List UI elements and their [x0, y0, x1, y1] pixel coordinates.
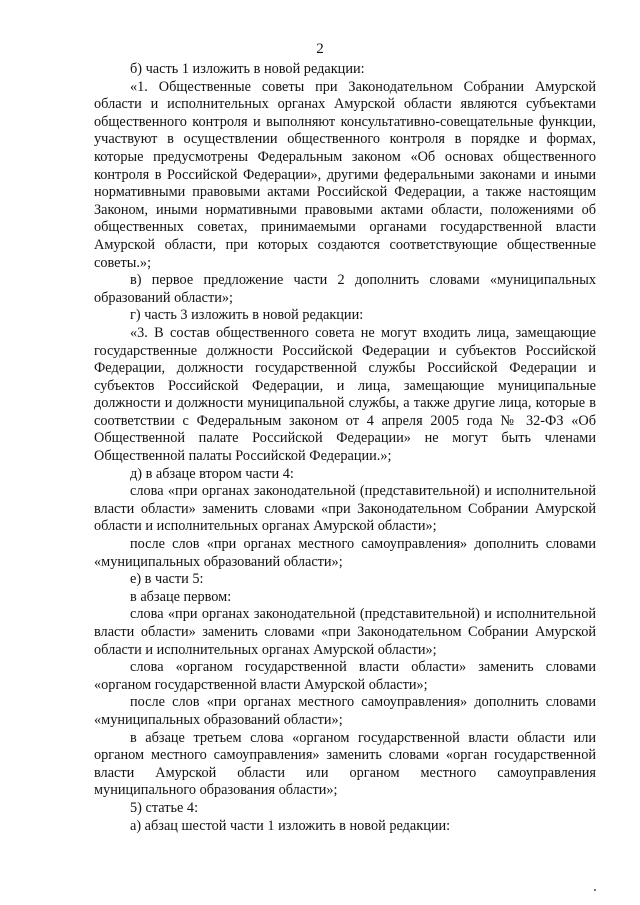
paragraph-item-a: а) абзац шестой части 1 изложить в новой редакции: [130, 817, 451, 834]
paragraph-add-words-2: после слов «при органах местного самоуправления» дополнить словами «муниципальных образований области»; [94, 694, 596, 728]
paragraph-first-clause: в абзаце первом: [130, 588, 232, 605]
paragraph-replace-words-2: слова «при органах законодательной (представительной) и исполнительной власти области» заменить словами «при Законодательном Собрании Амурской области и исполнительных органах Амурской области»; [94, 606, 596, 658]
paragraph-replace-words-3: слова «органом государственной власти области» заменить словами «органом государственной власти Амурской области»; [94, 659, 596, 693]
paragraph-item-g: г) часть 3 изложить в новой редакции: [130, 307, 364, 324]
paragraph-item-e: е) в части 5: [130, 571, 204, 588]
scan-speck [594, 889, 596, 891]
paragraph-item-b: б) часть 1 изложить в новой редакции: [130, 61, 365, 77]
paragraph-replace-words-1: слова «при органах законодательной (представительной) и исполнительной власти области» заменить словами «при Законодательном Собрании Амурской области и исполнительных органах Амурской области»; [94, 483, 596, 535]
document-body [94, 61, 596, 835]
paragraph-item-v: в) первое предложение части 2 дополнить словами «муниципальных образований области»; [94, 272, 596, 306]
paragraph-item-d: д) в абзаце втором части 4: [130, 465, 294, 482]
paragraph-part-1-text: «1. Общественные советы при Законодательном Собрании Амурской области и исполнительных органах Амурской области являются субъектами общественного контроля и выполняют консультативно-совещательные функции, участвуют в осуществлении общественного контроля в порядке и формах, которые предусмотрены Федеральным законом «Об основах общественного контроля в Российской Федерации», другими федеральными законами и иными нормативными правовыми актами Российской Федерации, а также настоящим Законом, иными нормативными правовыми актами области, положениями об общественных советах, принимаемыми органами государственной власти Амурской области, при которых создаются соответствующие общественные советы.»; [94, 78, 596, 271]
paragraph-article-4: 5) статье 4: [130, 799, 199, 816]
paragraph-add-words-1: после слов «при органах местного самоуправления» дополнить словами «муниципальных образований области»; [94, 536, 596, 570]
page-number: 2 [316, 41, 324, 57]
paragraph-third-clause: в абзаце третьем слова «органом государственной власти области или органом местного самоуправления» заменить словами «орган государственной власти Амурской области или органом местного самоуправления муниципального образования области»; [94, 729, 596, 799]
paragraph-part-3-text: «3. В состав общественного совета не могут входить лица, замещающие государственные должности Российской Федерации и субъектов Российской Федерации, должности государственной службы Российской Федерации и субъектов Российской Федерации, и лица, замещающие муниципальные должности и должности муниципальной службы, а также другие лица, которые в соответствии с Федеральным законом от 4 апреля 2005 года № 32-ФЗ «Об Общественной палате Российской Федерации» не могут быть членами Общественной палаты Российской Федерации.»; [94, 324, 596, 465]
